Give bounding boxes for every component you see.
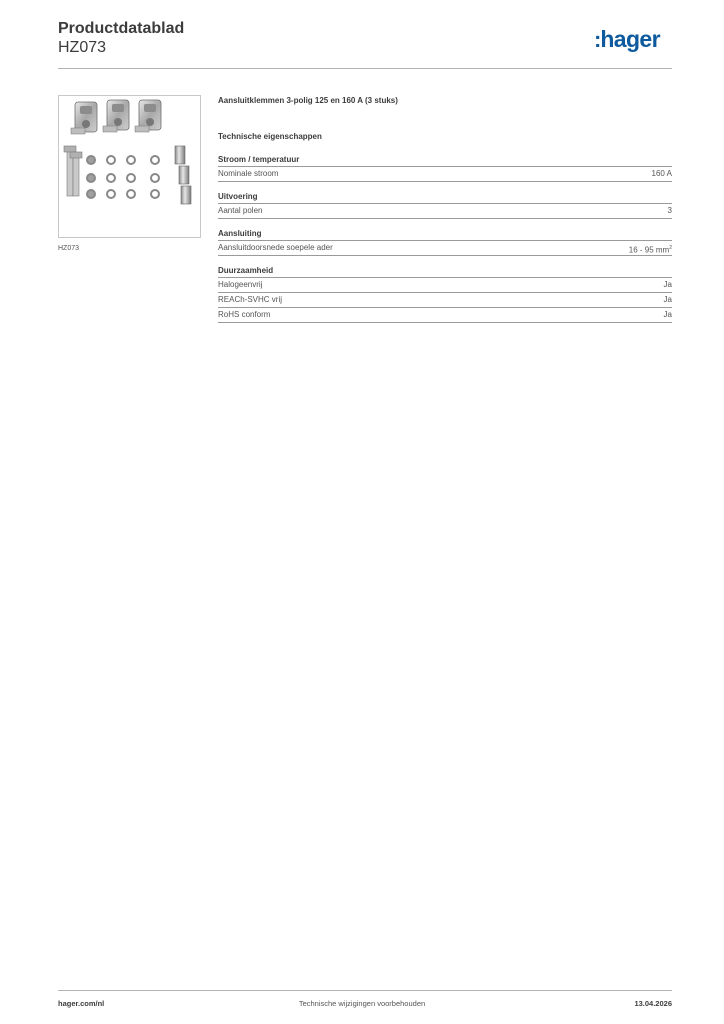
spec-value: 160 A [651, 169, 672, 178]
spec-value: Ja [663, 310, 672, 319]
spec-group-title: Stroom / temperatuur [218, 155, 672, 167]
spec-group-title: Uitvoering [218, 192, 672, 204]
spec-value: Ja [663, 295, 672, 304]
terminal-clamps [71, 100, 161, 134]
spec-row [218, 308, 672, 323]
footer-website-link[interactable]: hager.com/nl [58, 999, 105, 1008]
image-caption: HZ073 [58, 245, 80, 252]
terminal-kit-illustration [59, 96, 200, 237]
footer-divider [58, 990, 672, 991]
spec-value: 3 [667, 206, 672, 215]
spec-group [218, 155, 672, 182]
spec-group-title: Aansluiting [218, 229, 672, 241]
spec-group [218, 192, 672, 219]
spec-group [218, 266, 672, 323]
spec-section [218, 96, 672, 333]
page-title: Productdatablad [58, 20, 185, 37]
header-divider [58, 68, 672, 69]
spec-group-title: Duurzaamheid [218, 266, 672, 278]
spec-label: Aansluitdoorsnede soepele ader [218, 243, 333, 252]
spec-value-text: 16 - 95 mm [628, 245, 670, 255]
spec-value [629, 241, 672, 255]
logo-dots-icon: : [594, 27, 600, 52]
product-image [58, 95, 201, 238]
spec-label: Aantal polen [218, 206, 263, 215]
spec-row [218, 241, 672, 256]
product-name: Aansluitklemmen 3-polig 125 en 160 A (3 stuks) [218, 96, 398, 105]
spec-value: Ja [663, 280, 672, 289]
unit-superscript: 2 [669, 245, 672, 251]
footer-notice: Technische wijzigingen voorbehouden [298, 999, 426, 1008]
spacer-sleeves [175, 146, 191, 204]
bolts [64, 146, 82, 196]
spec-label: RoHS conform [218, 310, 271, 319]
logo-text: hager [600, 26, 660, 52]
spec-row [218, 278, 672, 293]
hager-logo [594, 26, 660, 53]
spec-label: Halogeenvrij [218, 280, 263, 289]
spec-label: REACh-SVHC vrij [218, 295, 283, 304]
spec-row [218, 167, 672, 182]
spec-row [218, 204, 672, 219]
nuts-and-washers [87, 156, 159, 198]
spec-row [218, 293, 672, 308]
spec-label: Nominale stroom [218, 169, 279, 178]
footer-date: 13.04.2026 [634, 999, 672, 1008]
article-number: HZ073 [58, 39, 107, 56]
tech-heading: Technische eigenschappen [218, 132, 322, 141]
spec-group [218, 229, 672, 256]
